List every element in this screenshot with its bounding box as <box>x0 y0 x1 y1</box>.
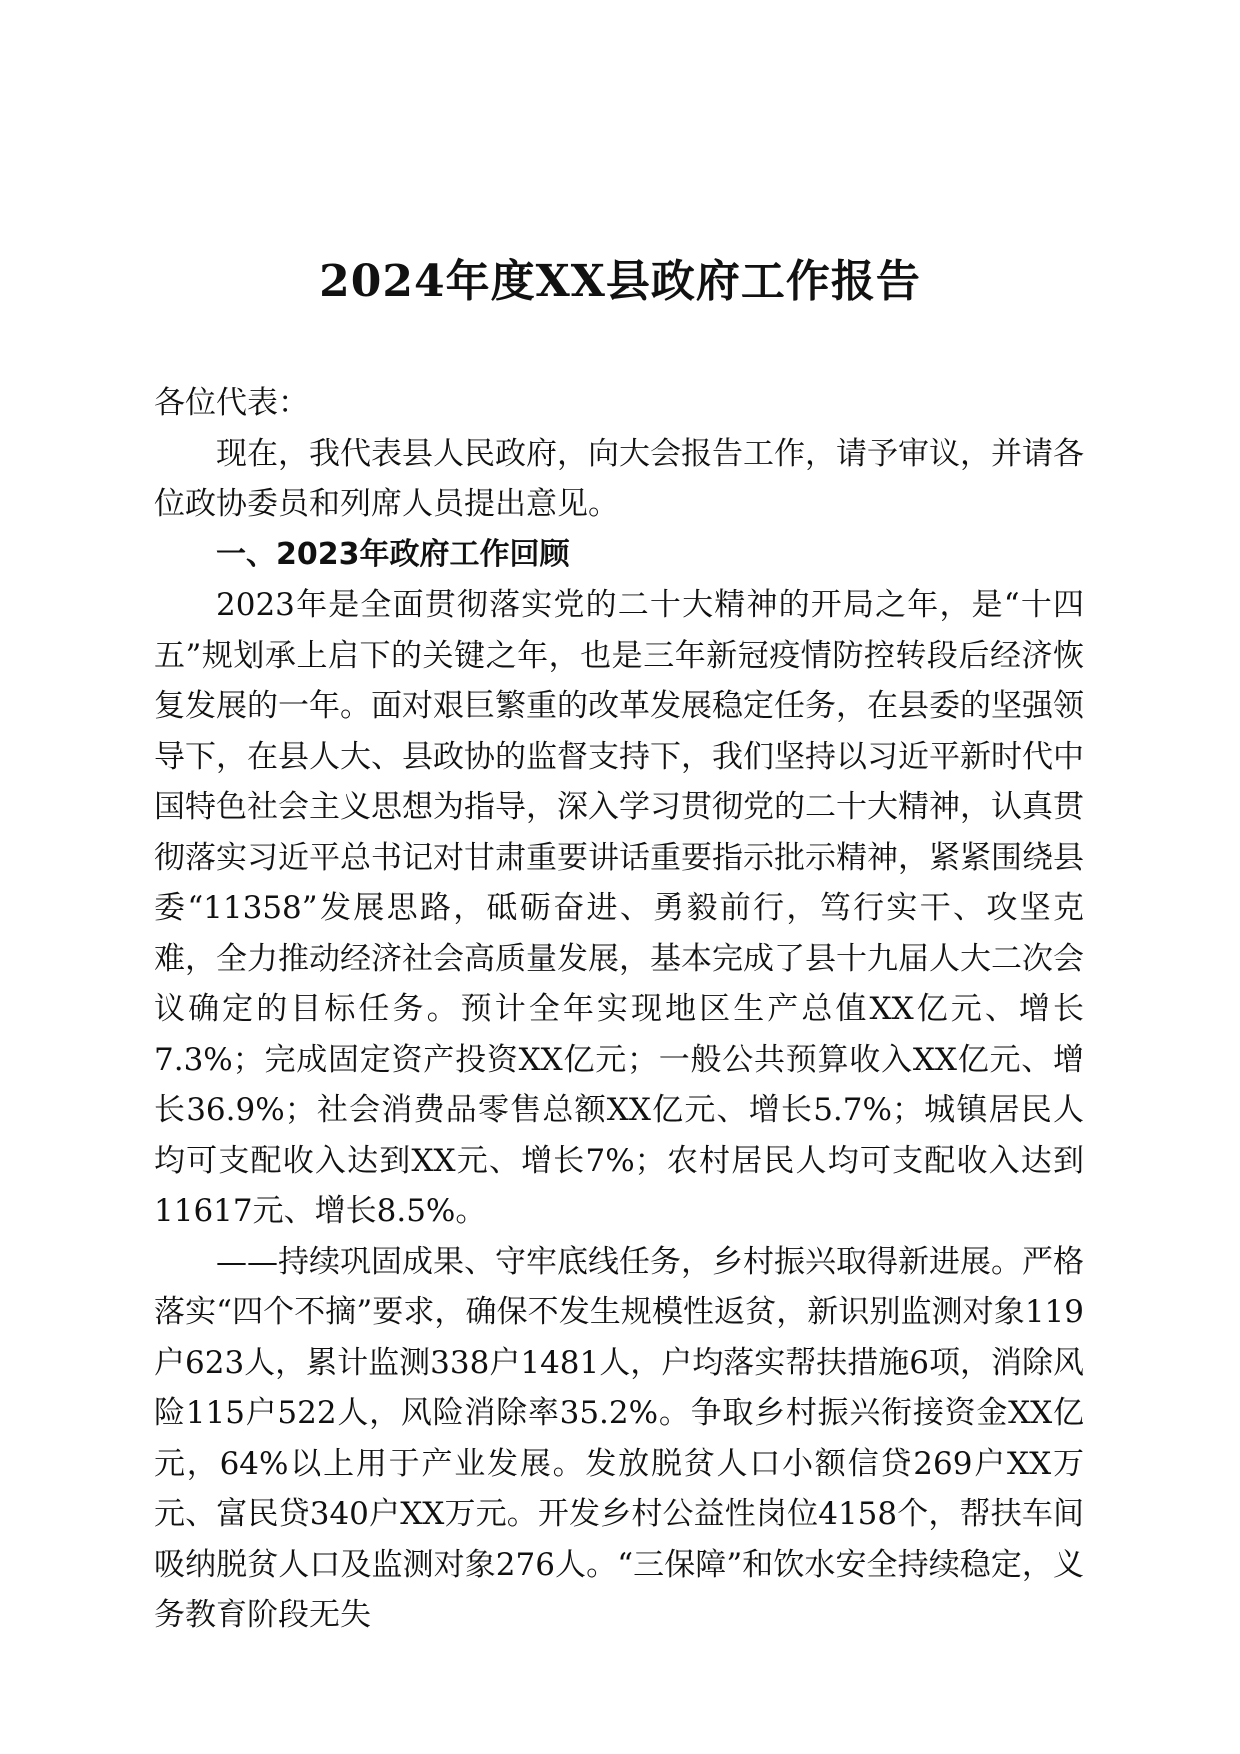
page-title: 2024年度XX县政府工作报告 <box>319 256 921 307</box>
salutation: 各位代表： <box>154 385 309 421</box>
document-body <box>154 378 1084 1641</box>
section-heading: 一、2023年政府工作回顾 <box>216 536 570 572</box>
rural-revitalization-paragraph: ——持续巩固成果、守牢底线任务，乡村振兴取得新进展。严格落实“四个不摘”要求，确保不发生规模性返贫，新识别监测对象119户623人，累计监测338户1481人，户均落实帮扶措施6项，消除风险115户522人，风险消除率35.2%。争取乡村振兴衔接资金XX亿元，64%以上用于产业发展。发放脱贫人口小额信贷269户XX万元、富民贷340户XX万元。开发乡村公益性岗位4158个，帮扶车间吸纳脱贫人口及监测对象276人。“三保障”和饮水安全持续稳定，义务教育阶段无失 <box>154 1243 1084 1633</box>
intro-paragraph: 现在，我代表县人民政府，向大会报告工作，请予审议，并请各位政协委员和列席人员提出意见。 <box>154 435 1084 522</box>
review-paragraph: 2023年是全面贯彻落实党的二十大精神的开局之年，是“十四五”规划承上启下的关键之年，也是三年新冠疫情防控转段后经济恢复发展的一年。面对艰巨繁重的改革发展稳定任务，在县委的坚强领导下，在县人大、县政协的监督支持下，我们坚持以习近平新时代中国特色社会主义思想为指导，深入学习贯彻党的二十大精神，认真贯彻落实习近平总书记对甘肃重要讲话重要指示批示精神，紧紧围绕县委“11358”发展思路，砥砺奋进、勇毅前行，笃行实干、攻坚克难，全力推动经济社会高质量发展，基本完成了县十九届人大二次会议确定的目标任务。预计全年实现地区生产总值XX亿元、增长7.3%；完成固定资产投资XX亿元；一般公共预算收入XX亿元、增长36.9%；社会消费品零售总额XX亿元、增长5.7%；城镇居民人均可支配收入达到XX元、增长7%；农村居民人均可支配收入达到11617元、增长8.5%。 <box>154 587 1084 1229</box>
